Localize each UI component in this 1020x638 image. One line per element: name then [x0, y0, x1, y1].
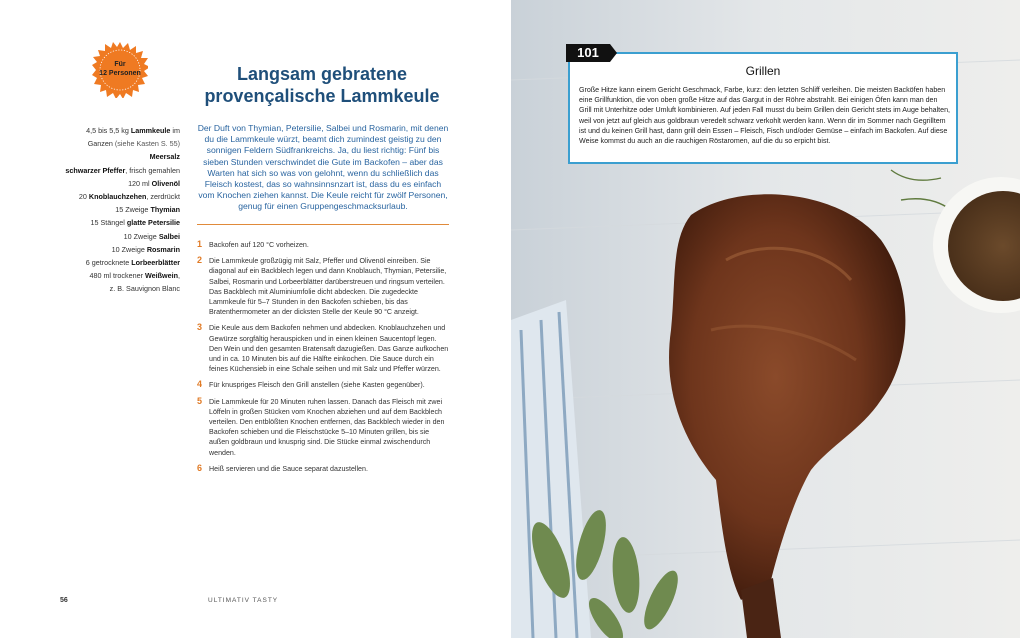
step-number: 1 [197, 239, 203, 249]
divider [197, 224, 449, 225]
ingredient-item: Ganzen (siehe Kasten S. 55) [87, 139, 180, 149]
step-item [197, 397, 451, 458]
step-number: 4 [197, 379, 203, 390]
tip-box [568, 52, 958, 164]
ingredient-item: 20 Knoblauchzehen, zerdrückt [78, 192, 180, 202]
step-number: 3 [197, 322, 203, 333]
ingredient-item: 4,5 bis 5,5 kg Lammkeule im [86, 126, 180, 135]
step-item [197, 240, 451, 250]
step-text: Backofen auf 120 °C vorheizen. [209, 241, 309, 249]
step-text: Die Lammkeule großzügig mit Salz, Pfeffer und Olivenöl einreiben. Sie diagonal auf ein Backblech legen und dann Knoblauch, Thymian, Petersilie, Salbei, Rosmarin und Lorbeerblätter darüberstreuen und ringsum verteilen. Das Backblech mit Aluminiumfolie dicht abdecken. Die zugedeckte Lammkeule für 5–7 Stunden in den Backofen schieben, bis das Bratenthermometer an der dicksten Stelle der Keule 90 °C anzeigt. [209, 257, 447, 317]
step-text: Die Keule aus dem Backofen nehmen und abdecken. Knoblauchzehen und Gewürze sorgfältig herauspicken und in einen kleinen Saucentopf legen. Den Wein und den gesamten Bratensaft dazugießen. Das Ganze aufkochen und in ca. 10 Minuten bis auf die Hälfte einkochen. Die Sauce durch ein feines Küchensieb in eine Schale seihen und mit Salz und Pfeffer würzen. [209, 324, 449, 374]
step-number: 5 [197, 395, 203, 406]
tip-title: Grillen [745, 64, 781, 78]
recipe-intro: Der Duft von Thymian, Petersilie, Salbei und Rosmarin, mit denen du die Lammkeule würzt, beamt dich zumindest geistig zu den sonnigen Feldern Südfrankreichs. Ja, du liest richtig: Fünf bis sieben Stunden verschwindet die Gute im Backofen – aber das Warten hat sich so was von gelohnt, wenn du schließlich das Fleisch kostest, das so wahnsinnsnzart ist, dass du es einfach vom Knochen ziehen kannst. Die Keule reicht für zwölf Personen, genug für einen Gruppengeschmacksurlaub. [197, 123, 449, 212]
servings-line1: Für [114, 61, 126, 68]
ingredient-item: schwarzer Pfeffer, frisch gemahlen [65, 165, 180, 175]
servings-line2: 12 Personen [99, 70, 141, 77]
step-number: 2 [197, 255, 203, 266]
step-number: 6 [197, 462, 203, 473]
ingredient-item: 15 Zweige Thymian [115, 205, 180, 215]
step-text: Die Lammkeule für 20 Minuten ruhen lassen. Danach das Fleisch mit zwei Löffeln in großen Stücken vom Knochen abziehen und auf dem Backblech verteilen. Den entblößten Knochen entfernen, das Backblech wieder in den Backofen schieben und die Fleischstücke 5–10 Minuten grillen, bis sie außen goldbraun und knusprig sind. Die Stücke einmal zwischendurch wenden. [209, 397, 445, 457]
ingredient-item: 480 ml trockener Weißwein, [89, 271, 180, 281]
book-title: ULTIMATIV TASTY [208, 597, 279, 604]
servings-text [92, 60, 148, 78]
tip-body: Große Hitze kann einem Gericht Geschmack, Farbe, kurz: den letzten Schliff verleihen. Die meisten Backöfen haben eine Grillfunktion, die von oben große Hitze auf das Gargut in der Röhre abstrahlt. Bei einigen Öfen kann man den Grill mit Unterhitze oder Umluft kombinieren. Auf jeden Fall musst du beim Grillen dein Gericht stets im Auge behalten, weil von jetzt auf gleich aus goldbraun veredelt schwarz verkohlt werden kann. Wenn dir im Sommer nach Gegrilltem ist und du keinen Grill hast, dann grill dein Essen – Fleisch, Fisch und/oder Gemüse – einfach im Backofen. Auf diese Weise kommst du auch an die rauchigen Röstaromen, auf die du so erpicht bist. [579, 86, 951, 146]
ingredient-item: z. B. Sauvignon Blanc [109, 284, 180, 294]
step-item [197, 256, 451, 317]
ingredient-item: 15 Stängel glatte Petersilie [90, 218, 180, 228]
ingredient-item: Meersalz [149, 152, 180, 162]
page-number: 56 [60, 597, 68, 604]
ingredient-item: 6 getrocknete Lorbeerblätter [85, 258, 180, 268]
recipe-title-line2: provençalische Lammkeule [204, 86, 440, 106]
step-item [197, 464, 451, 474]
ingredient-item: 10 Zweige Salbei [123, 231, 180, 241]
ingredient-item: 10 Zweige Rosmarin [111, 244, 180, 254]
step-text: Für knuspriges Fleisch den Grill anstellen (siehe Kasten gegenüber). [209, 381, 425, 390]
step-item [197, 380, 451, 390]
ingredient-item: 120 ml Olivenöl [128, 178, 180, 188]
ingredient-list [50, 124, 180, 296]
step-item [197, 323, 451, 374]
recipe-title-line1: Langsam gebratene [236, 64, 408, 84]
recipe-title [196, 63, 448, 107]
step-list [197, 240, 451, 480]
servings-badge [92, 42, 148, 98]
step-text: Heiß servieren und die Sauce separat dazustellen. [209, 464, 368, 473]
tip-number-label: 101 [566, 44, 610, 62]
